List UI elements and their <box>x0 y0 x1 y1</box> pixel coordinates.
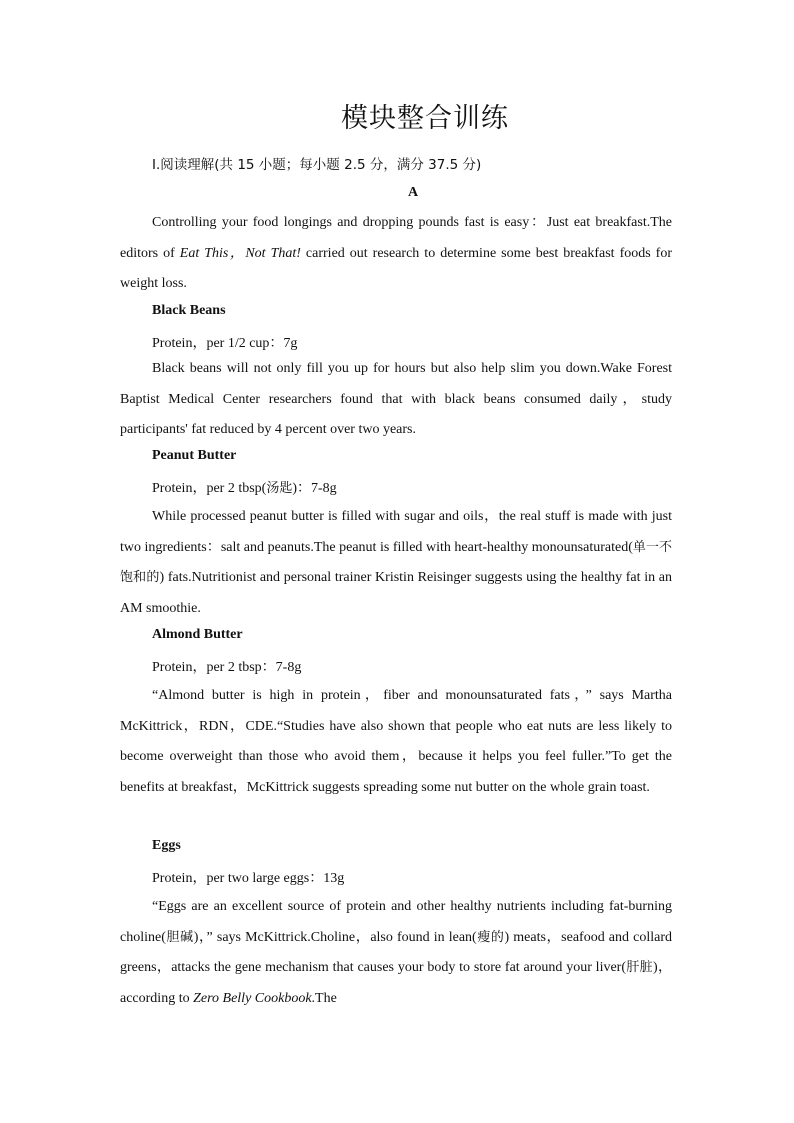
protein-eggs: Protein，per two large eggs：13g <box>152 871 345 886</box>
body-eggs-d: )，according to <box>120 960 672 1006</box>
body-almond-butter: “Almond butter is high in protein，fiber and monounsaturated fats，” says Martha McKittrick，RDN，CDE.“Studies have also shown that people who eat nuts are less likely to become overweight than those who avoid them，because it helps you feel fuller.”To get the benefits at breakfast，McKittrick suggests spreading some nut butter on the whole grain toast. <box>120 688 672 795</box>
paragraph-peanut-butter <box>120 502 672 624</box>
protein-black-beans: Protein，per 1/2 cup：7g <box>152 336 298 351</box>
protein-peanut-butter-zh: 汤匙 <box>266 481 293 496</box>
intro-text-1: Controlling your food longings and dropping pounds fast is easy：Just eat breakfast.The editors of <box>120 215 672 261</box>
intro-paragraph <box>120 208 672 300</box>
book-title-zero-belly: Zero Belly Cookbook <box>193 990 312 1006</box>
paragraph-almond-butter <box>120 681 672 803</box>
intro-text-2: carried out research to determine some best breakfast foods for weight loss. <box>120 245 673 291</box>
heading-almond-butter: Almond Butter <box>152 627 243 642</box>
heading-peanut-butter: Peanut Butter <box>152 448 237 463</box>
body-peanut-butter-b: ) fats.Nutritionist and personal trainer Kristin Reisinger suggests using the healthy fat in an AM smoothie. <box>120 570 672 616</box>
section-info: (共 15 小题；每小题 2.5 分，满分 37.5 分) <box>214 157 482 173</box>
book-title-eat-this: Eat This，Not That! <box>179 245 301 261</box>
body-eggs-c: ) meats，seafood and collard greens，attacks the gene mechanism that causes your body to store fat around your liver( <box>120 929 672 975</box>
body-eggs-a: “Eggs are an excellent source of protein and other healthy nutrients including fat-burning choline( <box>120 899 672 945</box>
section-label: Ⅰ.阅读理解 <box>152 157 215 173</box>
paragraph-eggs <box>120 892 672 1014</box>
heading-eggs: Eggs <box>152 838 181 853</box>
protein-almond-butter: Protein，per 2 tbsp：7-8g <box>152 660 302 675</box>
heading-black-beans: Black Beans <box>152 303 226 318</box>
body-peanut-butter-zh: 单一不饱和的 <box>120 539 672 585</box>
body-peanut-butter-a: While processed peanut butter is filled with sugar and oils，the real stuff is made with just two ingredients：salt and peanuts.The peanut is filled with heart-healthy monounsaturated( <box>120 509 672 555</box>
body-eggs-b: )，” says McKittrick.Choline，also found in lean( <box>193 929 477 945</box>
protein-peanut-butter <box>152 477 337 497</box>
body-black-beans: Black beans will not only fill you up for hours but also help slim you down.Wake Forest Baptist Medical Center researchers found that with black beans consumed daily，study participants' fat reduced by 4 percent over two years. <box>120 361 672 437</box>
passage-letter: A <box>407 185 419 200</box>
body-eggs-zh2: 瘦的 <box>476 929 505 945</box>
protein-peanut-butter-b: )：7-8g <box>292 481 337 496</box>
protein-peanut-butter-a: Protein，per 2 tbsp( <box>152 481 267 496</box>
paragraph-black-beans <box>120 354 672 446</box>
body-eggs-zh3: 肝脏 <box>626 960 653 975</box>
body-eggs-e: .The <box>311 990 337 1006</box>
page-title: 模块整合训练 <box>341 103 509 134</box>
body-eggs-zh1: 胆碱 <box>165 929 194 945</box>
section-header <box>152 153 481 174</box>
